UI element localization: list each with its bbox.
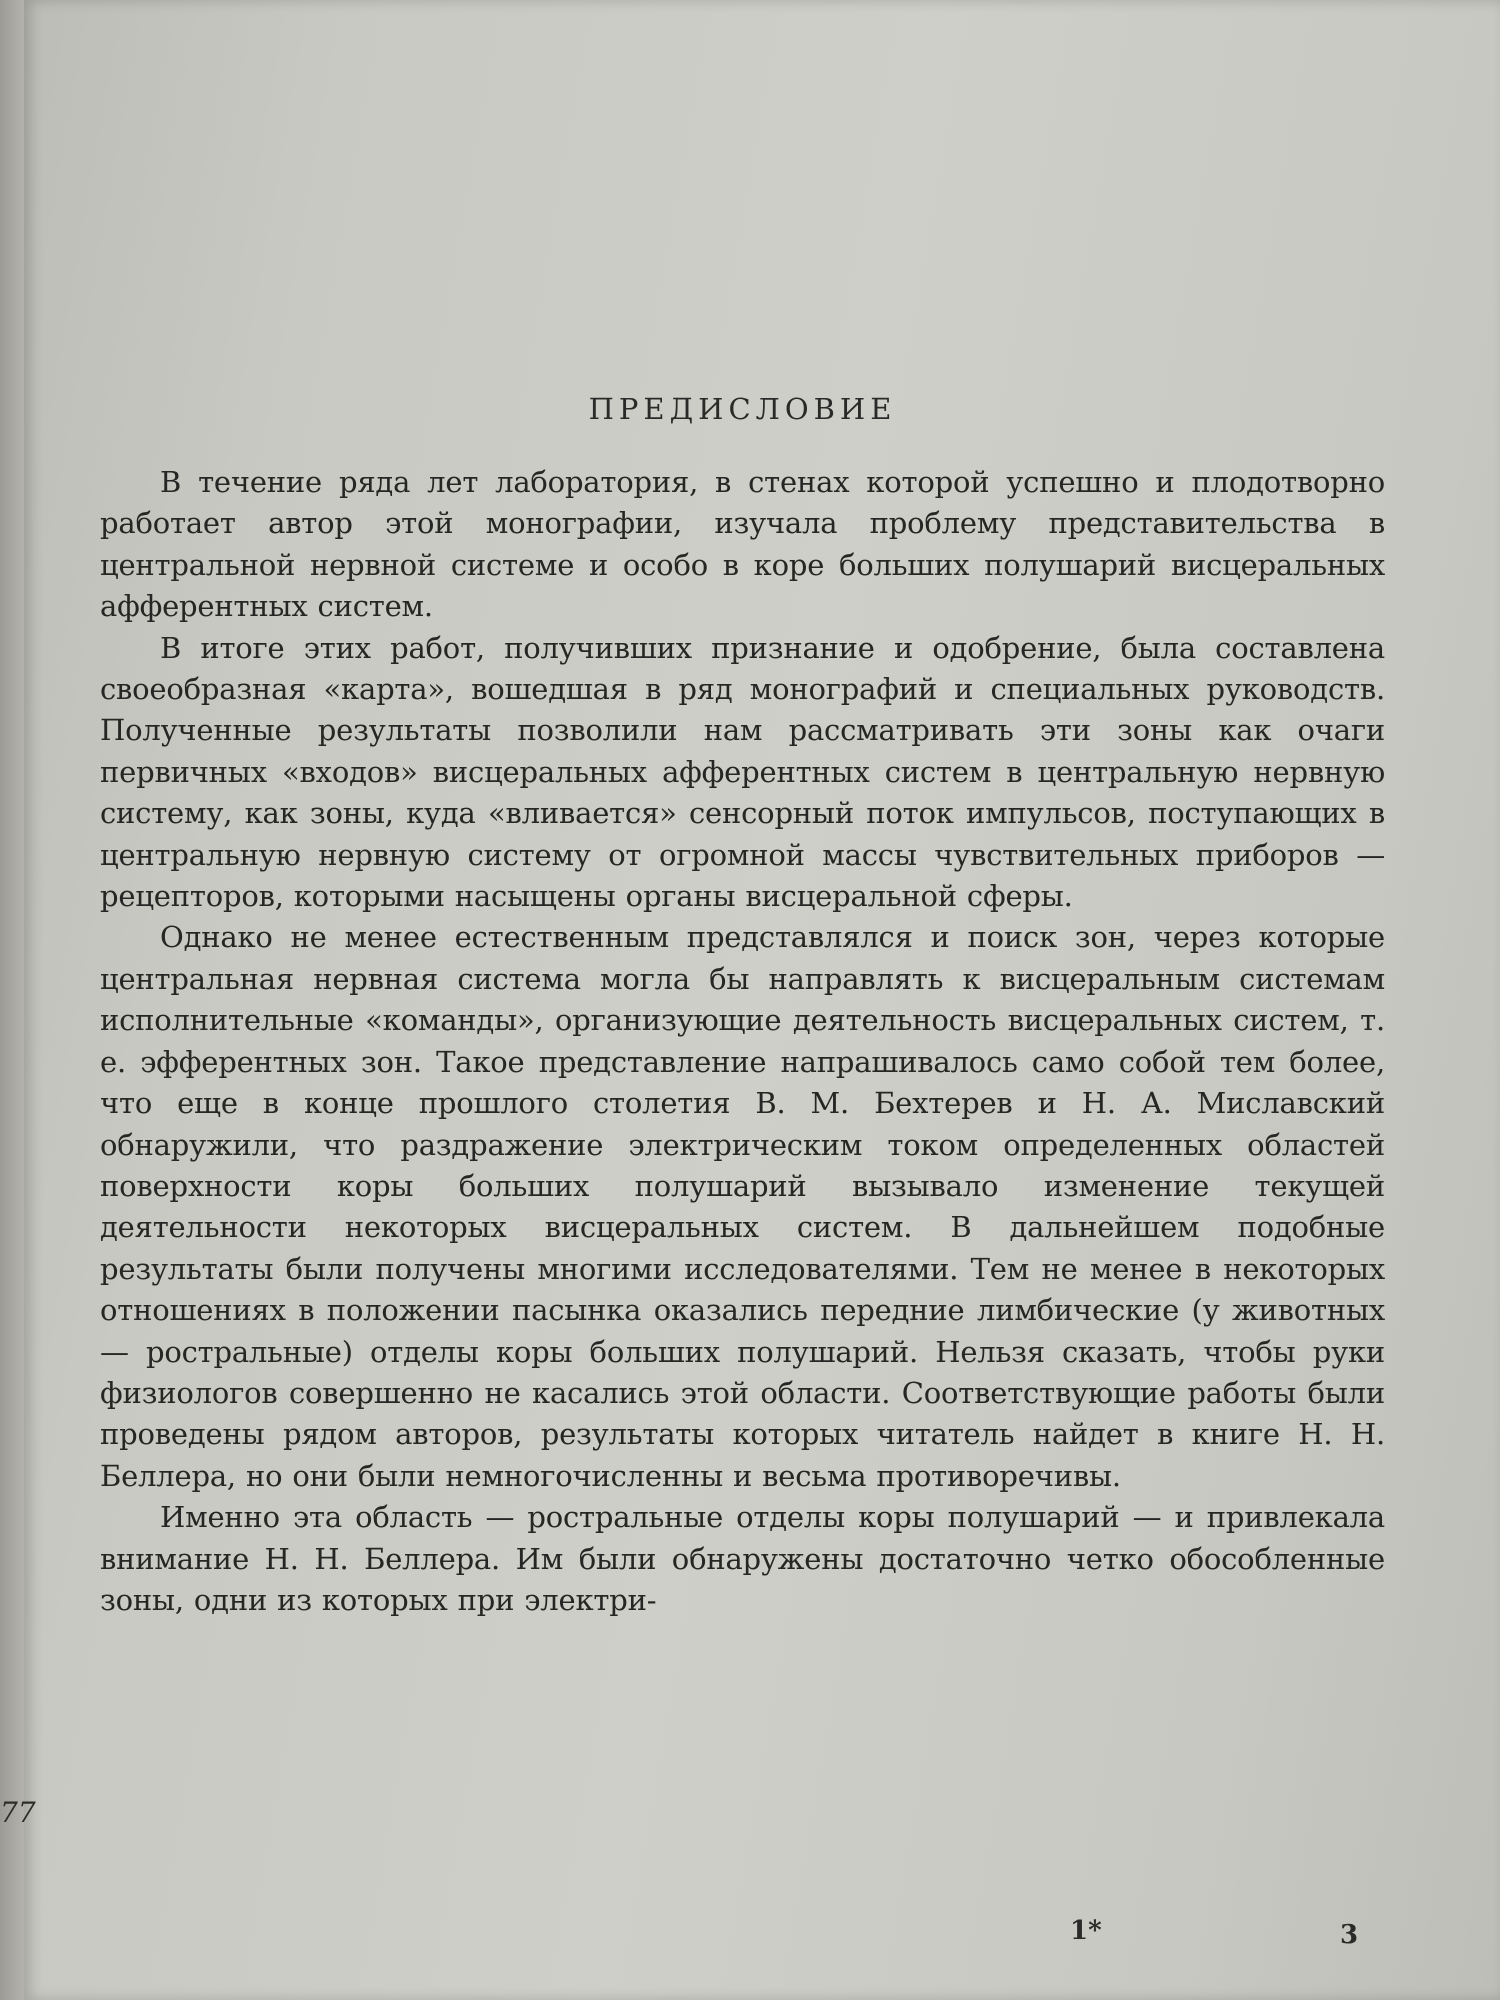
page-number: 3 <box>1340 1920 1359 1950</box>
paragraph-3: Однако не менее естественным представлялся и поиск зон, через которые центральная нервная система могла бы направлять к висцеральным системам исполнительные «команды», организующие деятельность висцеральных систем, т. е. эфферентных зон. Такое представление напрашивалось само собой тем более, что еще в конце прошлого столетия В. М. Бехтерев и Н. А. Миславский обнаружили, что раздражение электрическим током определенных областей поверхности коры больших полушарий вызывало изменение текущей деятельности некоторых висцеральных систем. В дальнейшем подобные результаты были получены многими исследователями. Тем не менее в некоторых отношениях в положении пасынка оказались передние лимбические (у животных — ростральные) отделы коры больших полушарий. Нельзя сказать, чтобы руки физиологов совершенно не касались этой области. Соответствующие работы были проведены рядом авторов, результаты которых читатель найдет в книге Н. Н. Беллера, но они были немногочисленны и весьма противоречивы. <box>100 920 1385 1493</box>
paragraph-1: В течение ряда лет лаборатория, в стенах которой успешно и плодотворно работает автор этой монографии, изучала проблему представительства в центральной нервной системе и особо в коре больших полушарий висцеральных афферентных систем. <box>100 465 1385 624</box>
body-text <box>100 462 1385 1621</box>
paragraph-4: Именно эта область — ростральные отделы коры полушарий — и привлекала внимание Н. Н. Беллера. Им были обнаружены достаточно четко обособленные зоны, одни из которых при электри- <box>100 1500 1385 1617</box>
page-heading: ПРЕДИСЛОВИЕ <box>588 392 897 426</box>
signature-mark: 1* <box>1070 1916 1102 1946</box>
book-spine <box>0 0 24 2000</box>
margin-mark: 77 <box>0 1796 36 1829</box>
paragraph-2: В итоге этих работ, получивших признание и одобрение, была составлена своеобразная «карта», вошедшая в ряд монографий и специальных руководств. Полученные результаты позволили нам рассматривать эти зоны как очаги первичных «входов» висцеральных афферентных систем в центральную нервную систему, как зоны, куда «вливается» сенсорный поток импульсов, поступающих в центральную нервную систему от огромной массы чувствительных приборов — рецепторов, которыми насыщены органы висцеральной сферы. <box>100 630 1385 914</box>
